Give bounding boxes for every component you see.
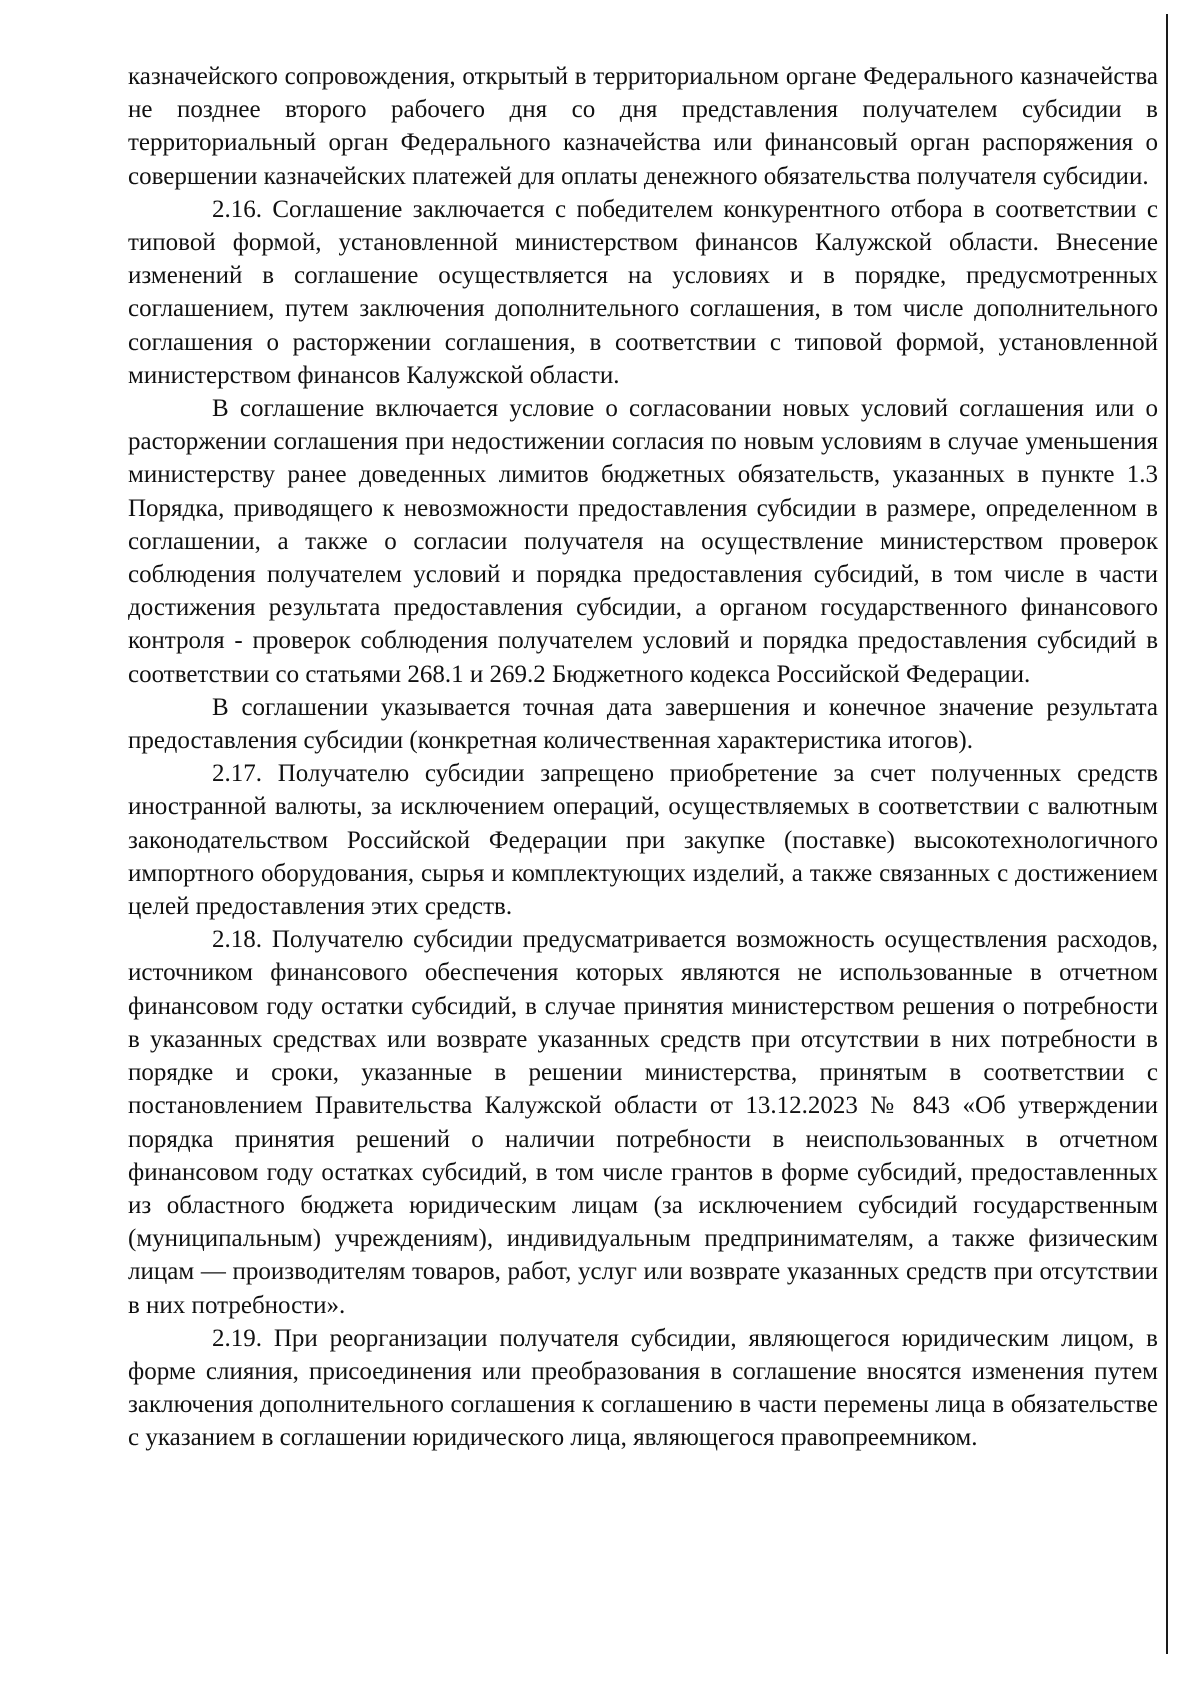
paragraph-completion-date: В соглашении указывается точная дата завершения и конечное значение результата предоставления субсидии (конкретная количественная характеристика итогов).	[128, 693, 1158, 755]
paragraph-2-16: 2.16. Соглашение заключается с победителем конкурентного отбора в соответствии с типовой формой, установленной министерством финансов Калужской области. Внесение изменений в соглашение осуществляется на условиях и в порядке, предусмотренных соглашением, путем заключения дополнительного соглашения, в том числе дополнительного соглашения о расторжении соглашения, в соответствии с типовой формой, установленной министерством финансов Калужской области.	[128, 195, 1158, 389]
paragraph-2-17: 2.17. Получателю субсидии запрещено приобретение за счет полученных средств иностранной валюты, за исключением операций, осуществляемых в соответствии с валютным законодательством Российской Федерации при закупке (поставке) высокотехнологичного импортного оборудования, сырья и комплектующих изделий, а также связанных с достижением целей предоставления этих средств.	[128, 760, 1158, 921]
paragraph-agreement-conditions: В соглашение включается условие о согласовании новых условий соглашения или о расторжении соглашения при недостижении согласия по новым условиям в случае уменьшения министерству ранее доведенных лимитов бюджетных обязательств, указанных в пункте 1.3 Порядка, приводящего к невозможности предоставления субсидии в размере, определенном в соглашении, а также о согласии получателя на осуществление министерством проверок соблюдения получателем условий и порядка предоставления субсидий, в том числе в части достижения результата предоставления субсидии, а органом государственного финансового контроля - проверок соблюдения получателем условий и порядка предоставления субсидий в соответствии со статьями 268.1 и 269.2 Бюджетного кодекса Российской Федерации.	[128, 395, 1158, 688]
paragraph-2-19: 2.19. При реорганизации получателя субсидии, являющегося юридическим лицом, в форме слияния, присоединения или преобразования в соглашение вносятся изменения путем заключения дополнительного соглашения к соглашению в части перемены лица в обязательстве с указанием в соглашении юридического лица, являющегося правопреемником.	[128, 1324, 1158, 1452]
page-edge-line	[1166, 14, 1168, 1654]
document-body	[128, 60, 1158, 1455]
paragraph-2-18: 2.18. Получателю субсидии предусматривается возможность осуществления расходов, источником финансового обеспечения которых являются не использованные в отчетном финансовом году остатки субсидий, в случае принятия министерством решения о потребности в указанных средствах или возврате указанных средств при отсутствии в них потребности в порядке и сроки, указанные в решении министерства, принятым в соответствии с постановлением Правительства Калужской области от 13.12.2023 № 843 «Об утверждении порядка принятия решений о наличии потребности в неиспользованных в отчетном финансовом году остатках субсидий, в том числе грантов в форме субсидий, предоставленных из областного бюджета юридическим лицам (за исключением субсидий государственным (муниципальным) учреждениям), индивидуальным предпринимателям, а также физическим лицам — производителям товаров, работ, услуг или возврате указанных средств при отсутствии в них потребности».	[128, 926, 1158, 1319]
paragraph-treasury-continuation: казначейского сопровождения, открытый в территориальном органе Федерального казначейства не позднее второго рабочего дня со дня представления получателем субсидии в территориальный орган Федерального казначейства или финансовый орган распоряжения о совершении казначейских платежей для оплаты денежного обязательства получателя субсидии.	[128, 63, 1158, 190]
